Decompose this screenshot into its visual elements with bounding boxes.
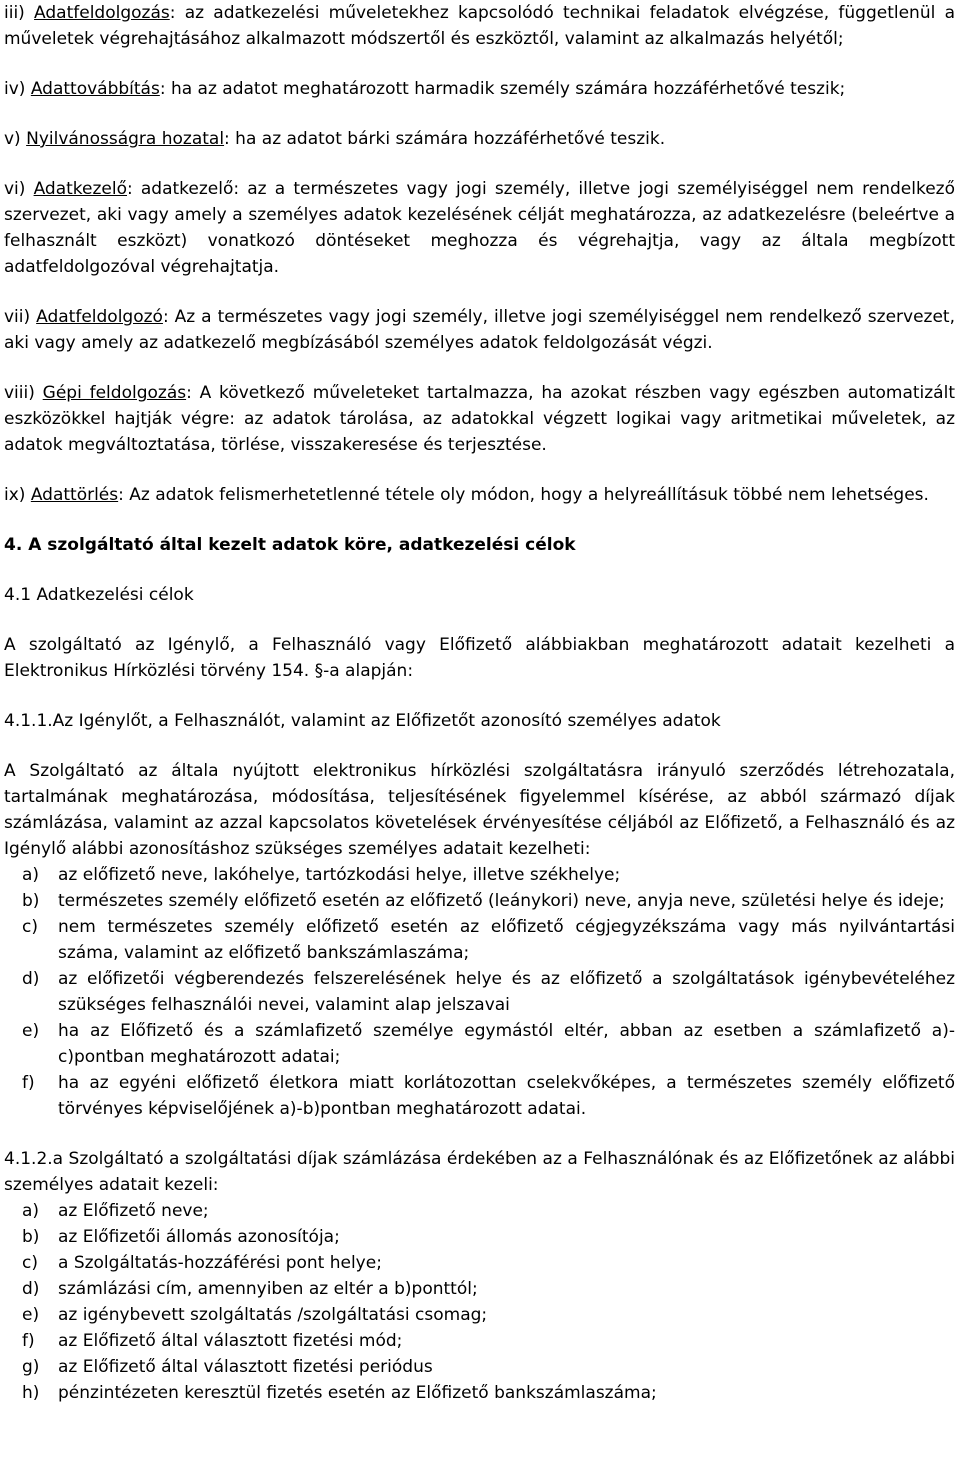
list-text: az igénybevett szolgáltatás /szolgáltatási csomag; [58, 1305, 488, 1325]
definition-text: : A következő műveleteket tartalmazza, ha azokat részben vagy egészben automatizált eszközökkel hajtják végre: az adatok tárolása, az adatokkal végzett logikai vagy aritmetikai műveletek, az adatok megváltoztatása, törlése, visszakeresése és terjesztése. [4, 383, 955, 455]
definition-iv [4, 76, 955, 102]
list-text: ha az egyéni előfizető életkora miatt korlátozottan cselekvőképes, a természetes személy előfizető törvényes képviselőjének a)-b)pontban meghatározott adatai. [58, 1073, 955, 1119]
definition-text: : Az a természetes vagy jogi személy, illetve jogi személyiséggel nem rendelkező szervezet, aki vagy amely az adatkezelő megbízásából személyes adatok feldolgozását végzi. [4, 307, 955, 353]
list-text: ha az Előfizető és a számlafizető személye egymástól eltér, abban az esetben a számlafizető a)-c)pontban meghatározott adatai; [58, 1021, 955, 1067]
definition-text: : adatkezelő: az a természetes vagy jogi személy, illetve jogi személyiséggel nem rendelkező szervezet, aki vagy amely a személyes adatok kezelésének célját meghatározza, az adatkezelésre (beleértve a felhasznált eszközt) vonatkozó döntéseket meghozza és végrehajtja, vagy az általa megbízott adatfeldolgozóval végrehajtatja. [4, 179, 955, 277]
list-marker: d) [22, 1279, 40, 1299]
list-marker: b) [22, 891, 40, 911]
list-item [4, 1380, 955, 1406]
list-marker: d) [22, 969, 40, 989]
list-item [4, 1224, 955, 1250]
list-4-1-1 [4, 862, 955, 1122]
definition-ix [4, 482, 955, 508]
definition-marker: iii) [4, 3, 35, 23]
definition-vii [4, 304, 955, 356]
definition-term: Adatfeldolgozás [34, 3, 170, 23]
definition-marker: v) [4, 129, 27, 149]
list-4-1-2 [4, 1198, 955, 1406]
list-text: nem természetes személy előfizető esetén az előfizető cégjegyzékszáma vagy más nyilvántartási száma, valamint az előfizető bankszámlaszáma; [58, 917, 955, 963]
list-item [4, 1354, 955, 1380]
section-heading-4: 4. A szolgáltató által kezelt adatok köre, adatkezelési célok [4, 535, 576, 555]
paragraph-4-1: A szolgáltató az Igénylő, a Felhasználó vagy Előfizető alábbiakban meghatározott adatait kezelheti a Elektronikus Hírközlési törvény 154. §-a alapján: [4, 635, 955, 681]
list-item [4, 966, 955, 1018]
definition-text: : ha az adatot meghatározott harmadik személy számára hozzáférhetővé teszik; [159, 79, 846, 99]
definition-marker: viii) [4, 383, 43, 403]
list-marker: e) [22, 1305, 40, 1325]
section-heading-4-1: 4.1 Adatkezelési célok [4, 585, 194, 605]
list-text: az előfizető neve, lakóhelye, tartózkodási helye, illetve székhelye; [58, 865, 621, 885]
list-text: az Előfizető által választott fizetési periódus [58, 1357, 433, 1377]
list-text: a Szolgáltatás-hozzáférési pont helye; [58, 1253, 382, 1273]
list-marker: f) [22, 1331, 35, 1351]
list-text: az Előfizetői állomás azonosítója; [58, 1227, 340, 1247]
list-item [4, 1198, 955, 1224]
list-item [4, 1250, 955, 1276]
definition-vi [4, 176, 955, 280]
list-item [4, 1276, 955, 1302]
list-marker: f) [22, 1073, 35, 1093]
list-marker: b) [22, 1227, 40, 1247]
list-marker: h) [22, 1383, 40, 1403]
list-text: pénzintézeten keresztül fizetés esetén az Előfizető bankszámlaszáma; [58, 1383, 657, 1403]
list-item [4, 888, 955, 914]
definition-marker: iv) [4, 79, 31, 99]
definition-term: Adattörlés [30, 485, 119, 505]
definition-v [4, 126, 955, 152]
list-marker: a) [22, 1201, 40, 1221]
definition-marker: ix) [4, 485, 31, 505]
list-item [4, 862, 955, 888]
list-text: számlázási cím, amennyiben az eltér a b)ponttól; [58, 1279, 478, 1299]
list-item [4, 914, 955, 966]
list-text: az Előfizető által választott fizetési mód; [58, 1331, 403, 1351]
definition-text: : Az adatok felismerhetetlenné tétele oly módon, hogy a helyreállításuk többé nem lehetséges. [118, 485, 929, 505]
list-text: természetes személy előfizető esetén az előfizető (leánykori) neve, anyja neve, születési helye és ideje; [58, 891, 945, 911]
paragraph-4-1-1: A Szolgáltató az általa nyújtott elektronikus hírközlési szolgáltatásra irányuló szerződés létrehozatala, tartalmának meghatározása, módosítása, teljesítésének figyelemmel kísérése, az abból származó díjak számlázása, valamint az azzal kapcsolatos követelések érvényesítése céljából az Előfizető, a Felhasználó és az Igénylő alábbi azonosításhoz szükséges személyes adatait kezelheti: [4, 761, 955, 859]
definition-marker: vii) [4, 307, 37, 327]
definition-term: Adatkezelő [33, 179, 127, 199]
definition-marker: vi) [4, 179, 34, 199]
list-marker: g) [22, 1357, 40, 1377]
list-item [4, 1302, 955, 1328]
section-heading-4-1-1: 4.1.1.Az Igénylőt, a Felhasználót, valamint az Előfizetőt azonosító személyes adatok [4, 711, 721, 731]
list-text: az előfizetői végberendezés felszerelésének helye és az előfizető a szolgáltatások igénybevételéhez szükséges felhasználói nevei, valamint alap jelszavai [58, 969, 955, 1015]
list-marker: e) [22, 1021, 40, 1041]
definition-iii [4, 0, 955, 52]
list-item [4, 1328, 955, 1354]
definition-text: : ha az adatot bárki számára hozzáférhetővé teszik. [224, 129, 666, 149]
document-page [4, 0, 955, 1406]
definition-term: Gépi feldolgozás [42, 383, 187, 403]
list-marker: c) [22, 917, 38, 937]
definition-text: : az adatkezelési műveletekhez kapcsolódó technikai feladatok elvégzése, függetlenül a műveletek végrehajtásához alkalmazott módszertől és eszköztől, valamint az alkalmazás helyétől; [4, 3, 955, 49]
list-item [4, 1018, 955, 1070]
definition-viii [4, 380, 955, 458]
list-marker: c) [22, 1253, 38, 1273]
definition-term: Adattovábbítás [30, 79, 160, 99]
list-item [4, 1070, 955, 1122]
paragraph-4-1-2: 4.1.2.a Szolgáltató a szolgáltatási díjak számlázása érdekében az a Felhasználónak és az Előfizetőnek az alábbi személyes adatait kezeli: [4, 1149, 955, 1195]
definition-term: Nyilvánosságra hozatal [26, 129, 225, 149]
list-text: az Előfizető neve; [58, 1201, 209, 1221]
definition-term: Adatfeldolgozó [36, 307, 163, 327]
list-marker: a) [22, 865, 40, 885]
